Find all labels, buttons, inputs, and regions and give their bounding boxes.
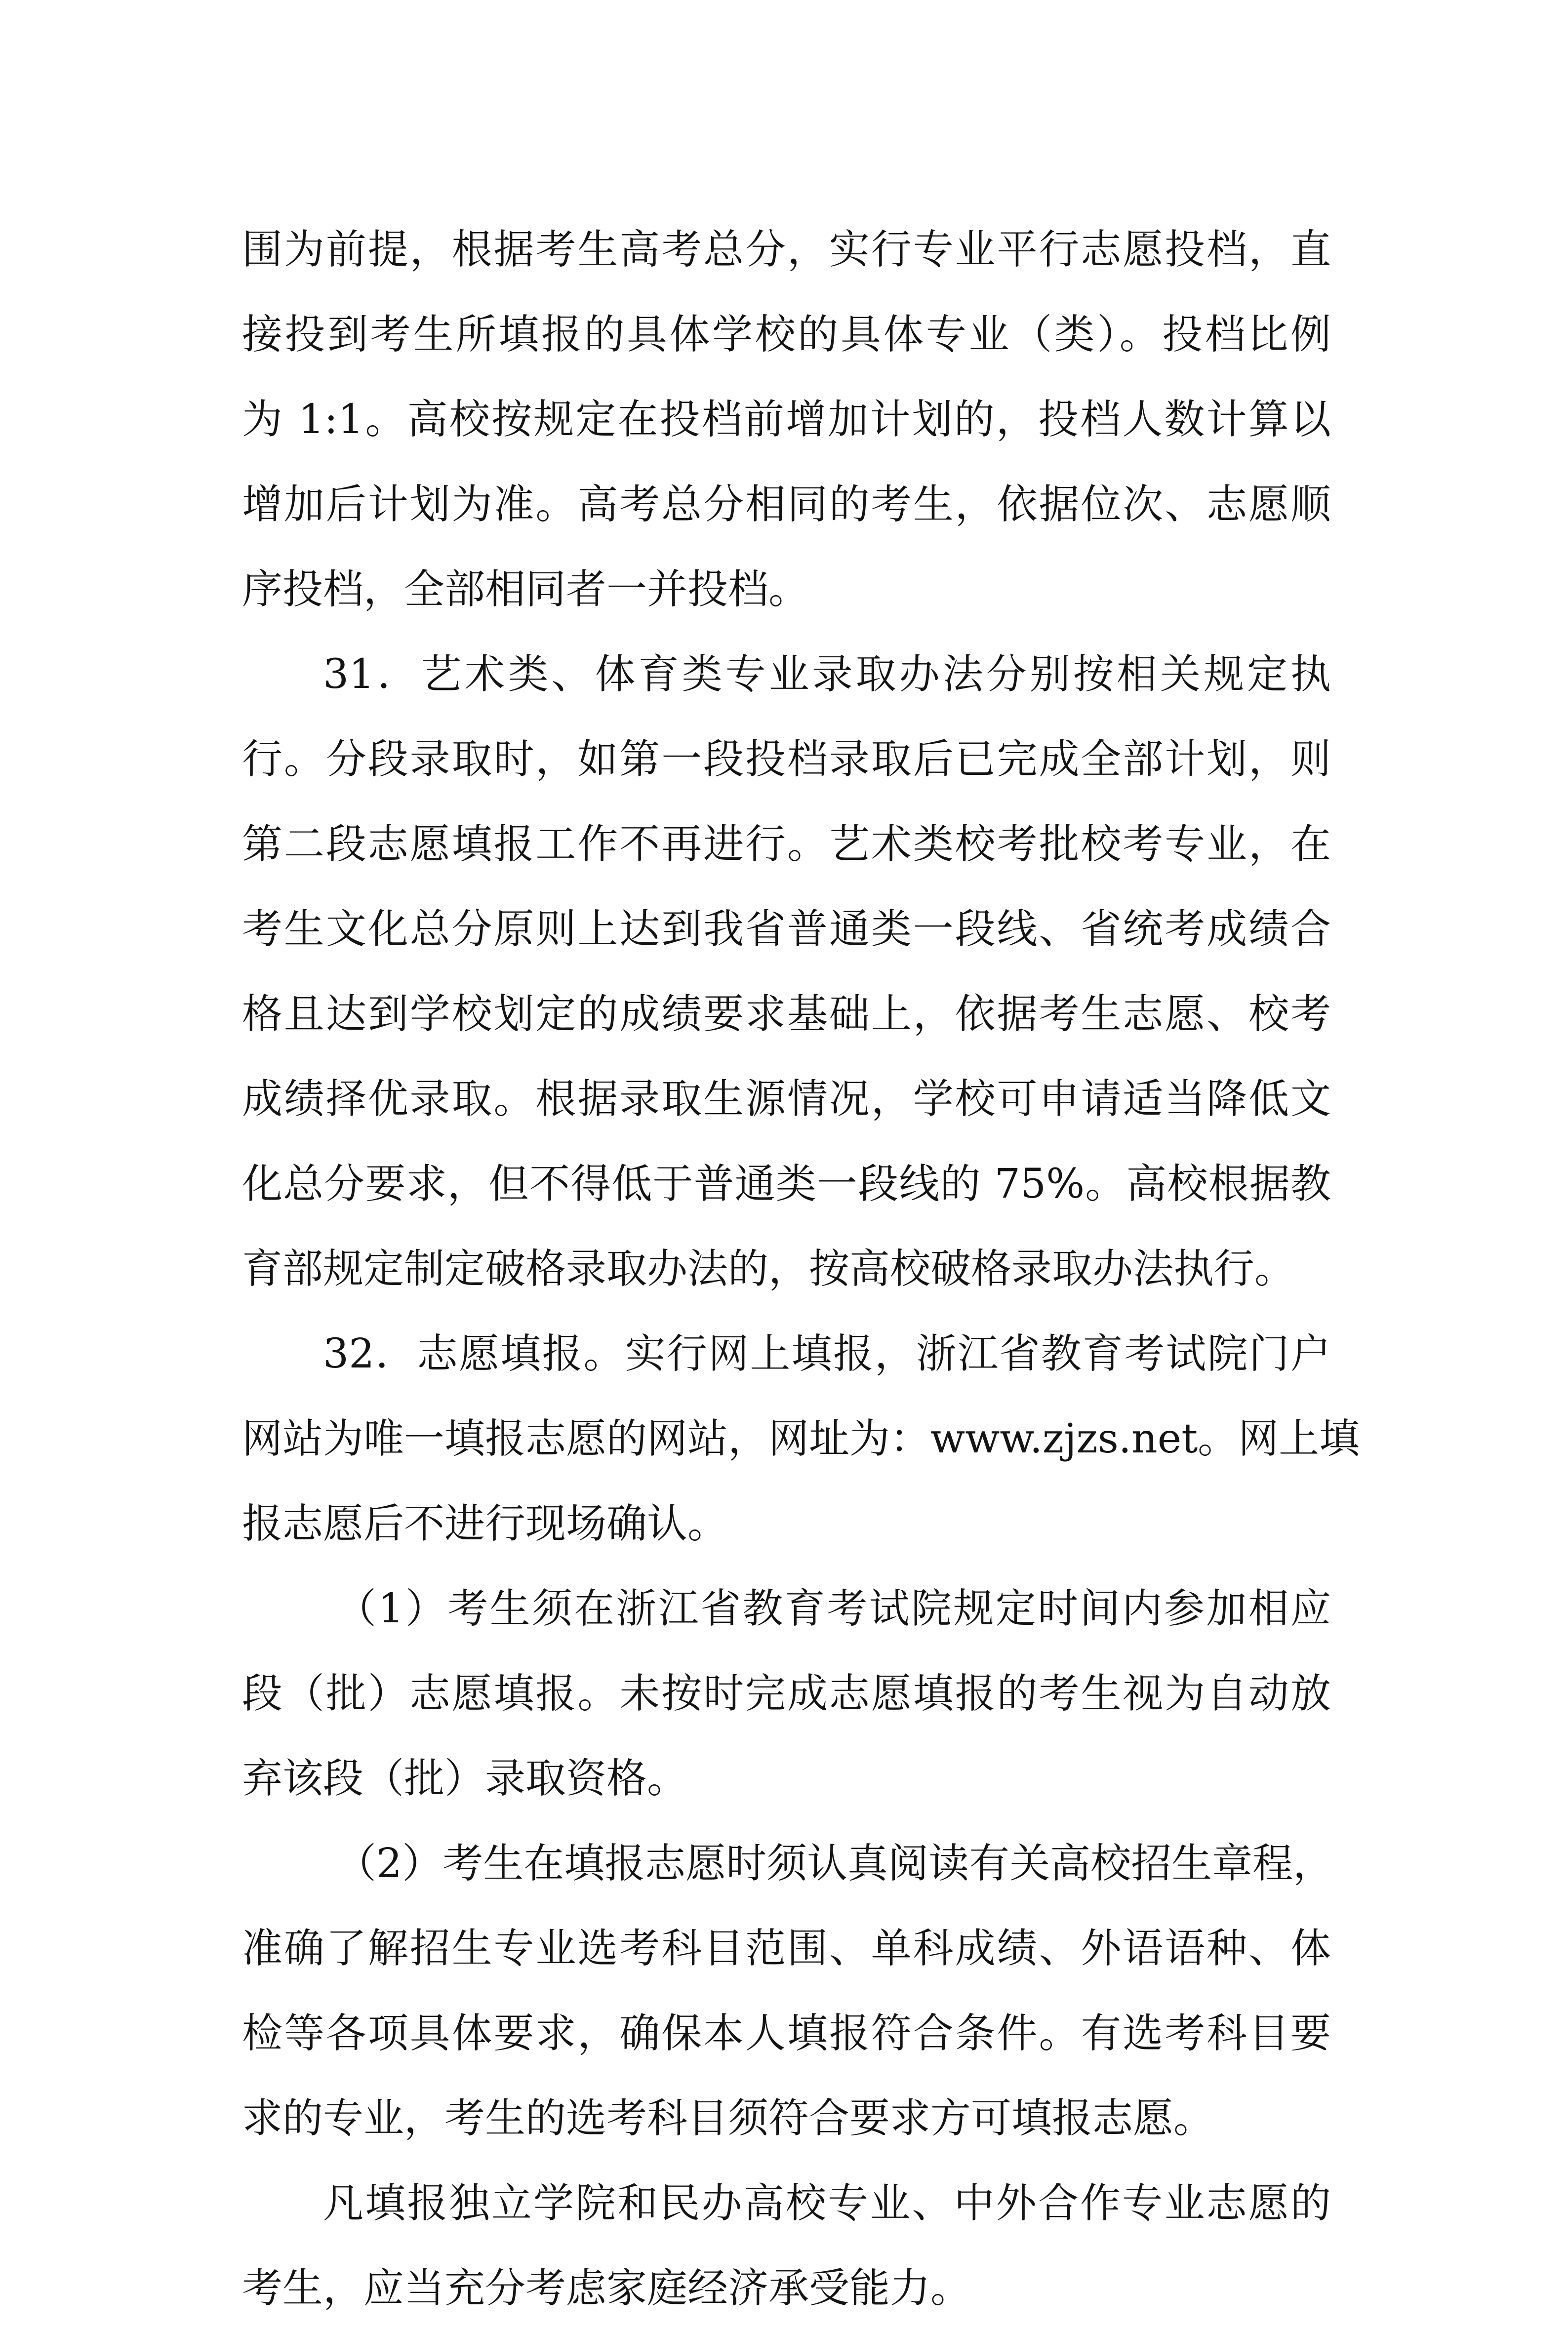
text-line: 为 1:1。高校按规定在投档前增加计划的，投档人数计算以: [242, 396, 1331, 443]
text-line: 接投到考生所填报的具体学校的具体专业（类）。投档比例: [242, 311, 1331, 358]
paragraph-independent: [242, 2161, 1331, 2331]
text-line: 成绩择优录取。根据录取生源情况，学校可申请适当降低文: [242, 1076, 1331, 1123]
text-line: 第二段志愿填报工作不再进行。艺术类校考批校考专业，在: [242, 821, 1331, 868]
text-line: 化总分要求，但不得低于普通类一段线的 75%。高校根据教: [242, 1161, 1331, 1207]
paragraph-32-item-1: [242, 1567, 1331, 1821]
text-line: 31．艺术类、体育类专业录取办法分别按相关规定执: [323, 651, 1331, 698]
text-line: 格且达到学校划定的成绩要求基础上，依据考生志愿、校考: [242, 991, 1331, 1038]
text-line: 报志愿后不进行现场确认。: [242, 1500, 728, 1547]
text-line: 行。分段录取时，如第一段投档录取后已完成全部计划，则: [242, 736, 1331, 783]
text-line: 检等各项具体要求，确保本人填报符合条件。有选考科目要: [242, 2010, 1331, 2057]
text-line: 增加后计划为准。高考总分相同的考生，依据位次、志愿顺: [242, 481, 1331, 528]
text-line: 准确了解招生专业选考科目范围、单科成绩、外语语种、体: [242, 1925, 1331, 1972]
text-line: 育部规定制定破格录取办法的，按高校破格录取办法执行。: [242, 1246, 1295, 1292]
text-line: 考生文化总分原则上达到我省普通类一段线、省统考成绩合: [242, 906, 1331, 953]
text-line: 段（批）志愿填报。未按时完成志愿填报的考生视为自动放: [242, 1670, 1331, 1717]
text-line: 围为前提，根据考生高考总分，实行专业平行志愿投档，直: [242, 226, 1331, 273]
paragraph-intro: [242, 207, 1331, 632]
text-line: 网站为唯一填报志愿的网站，网址为：www.zjzs.net。网上填: [242, 1415, 1360, 1462]
paragraph-32-item-2: [242, 1821, 1334, 2161]
text-line: （2）考生在填报志愿时须认真阅读有关高校招生章程，: [336, 1840, 1334, 1887]
text-line: （1）考生须在浙江省教育考试院规定时间内参加相应: [336, 1585, 1331, 1632]
document-body: [242, 207, 1360, 2331]
paragraph-31: [242, 632, 1331, 1312]
text-line: 求的专业，考生的选考科目须符合要求方可填报志愿。: [242, 2095, 1214, 2142]
text-line: 考生，应当充分考虑家庭经济承受能力。: [242, 2265, 971, 2312]
text-line: 序投档，全部相同者一并投档。: [242, 566, 809, 613]
text-line: 32．志愿填报。实行网上填报，浙江省教育考试院门户: [323, 1330, 1331, 1377]
text-line: 弃该段（批）录取资格。: [242, 1755, 688, 1802]
text-line: 凡填报独立学院和民办高校专业、中外合作专业志愿的: [323, 2180, 1331, 2227]
paragraph-32: [242, 1312, 1360, 1567]
